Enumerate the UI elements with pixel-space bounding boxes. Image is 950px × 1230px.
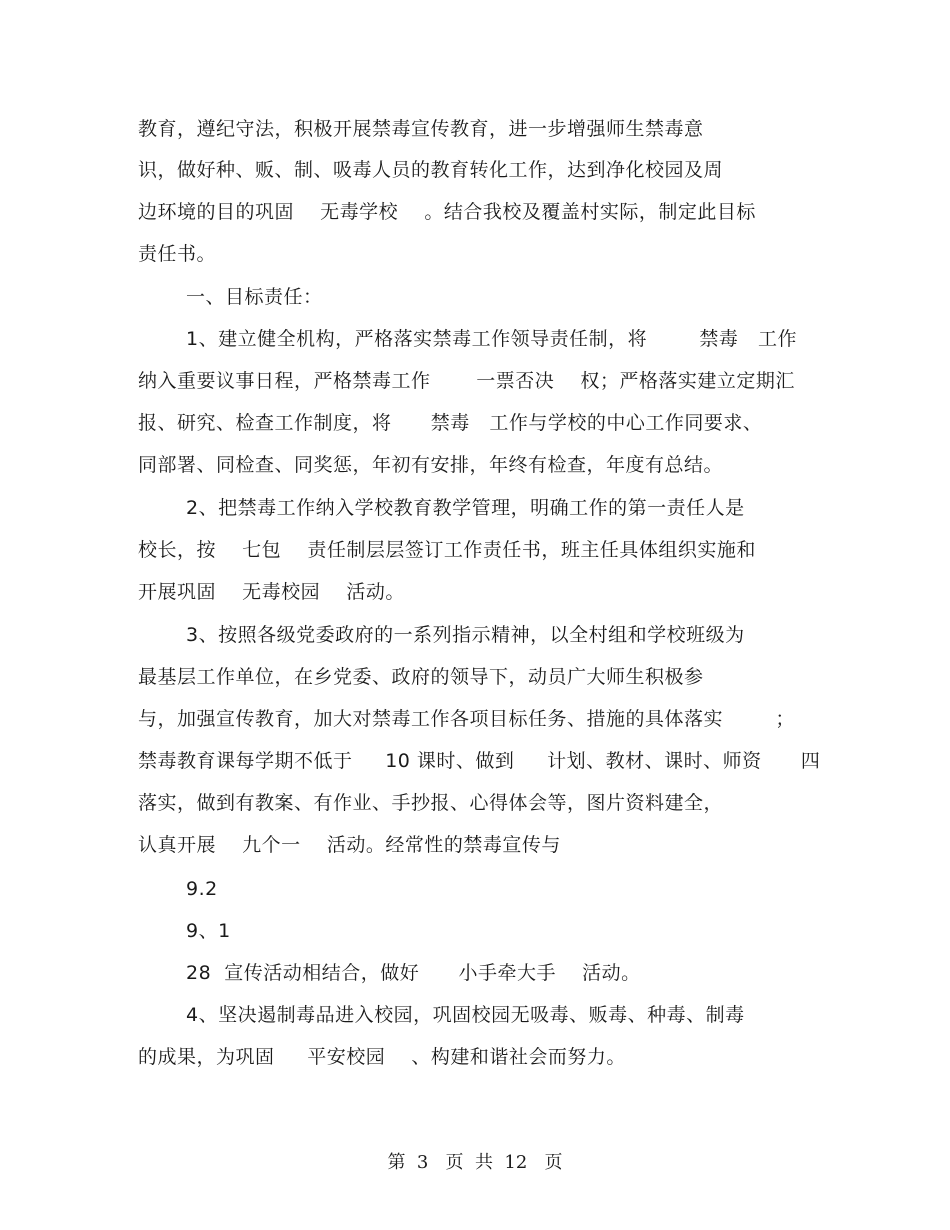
text-line: 同部署、同检查、同奖惩，年初有安排，年终有检查，年度有总结。	[138, 454, 724, 476]
section-heading: 一、目标责任：	[186, 286, 323, 308]
text-line: 2、把禁毒工作纳入学校教育教学管理，明确工作的第一责任人是	[186, 497, 745, 519]
text-line: 28 宣传活动相结合，做好 小手牵大手 活动。	[186, 962, 641, 984]
text-line: 4、坚决遏制毒品进入校园，巩固校园无吸毒、贩毒、种毒、制毒	[186, 1004, 745, 1026]
text-line: 与，加强宣传教育，加大对禁毒工作各项目标任务、措施的具体落实 ；	[138, 708, 795, 730]
text-line: 3、按照各级党委政府的一系列指示精神，以全村组和学校班级为	[186, 624, 745, 646]
text-line: 教育，遵纪守法，积极开展禁毒宣传教育，进一步增强师生禁毒意	[138, 118, 704, 140]
page-number-footer: 第 3 页 共 12 页	[387, 1152, 563, 1173]
text-line: 纳入重要议事日程，严格禁毒工作 一票否决 权；严格落实建立定期汇	[138, 370, 795, 392]
text-line: 最基层工作单位，在乡党委、政府的领导下，动员广大师生积极参	[138, 666, 704, 688]
text-line: 责任书。	[138, 243, 217, 265]
text-line: 落实，做到有教案、有作业、手抄报、心得体会等，图片资料建全，	[138, 792, 724, 814]
text-line: 的成果，为巩固 平安校园 、构建和谐社会而努力。	[138, 1046, 626, 1068]
text-line: 识，做好种、贩、制、吸毒人员的教育转化工作，达到净化校园及周	[138, 159, 724, 181]
text-line: 开展巩固 无毒校园 活动。	[138, 581, 405, 603]
text-line: 校长，按 七包 责任制层层签订工作责任书，班主任具体组织实施和	[138, 539, 756, 561]
text-line: 禁毒教育课每学期不低于 10 课时、做到 计划、教材、课时、师资 四	[138, 750, 821, 772]
text-line: 报、研究、检查工作制度，将 禁毒 工作与学校的中心工作同要求、	[138, 412, 763, 434]
text-line: 1、建立健全机构，严格落实禁毒工作领导责任制，将 禁毒 工作	[186, 328, 798, 350]
text-line: 认真开展 九个一 活动。经常性的禁毒宣传与	[138, 834, 561, 856]
text-line: 边环境的目的巩固 无毒学校 。结合我校及覆盖村实际，制定此目标	[138, 201, 756, 223]
text-line: 9、1	[186, 920, 231, 942]
text-line: 9.2	[186, 878, 218, 900]
